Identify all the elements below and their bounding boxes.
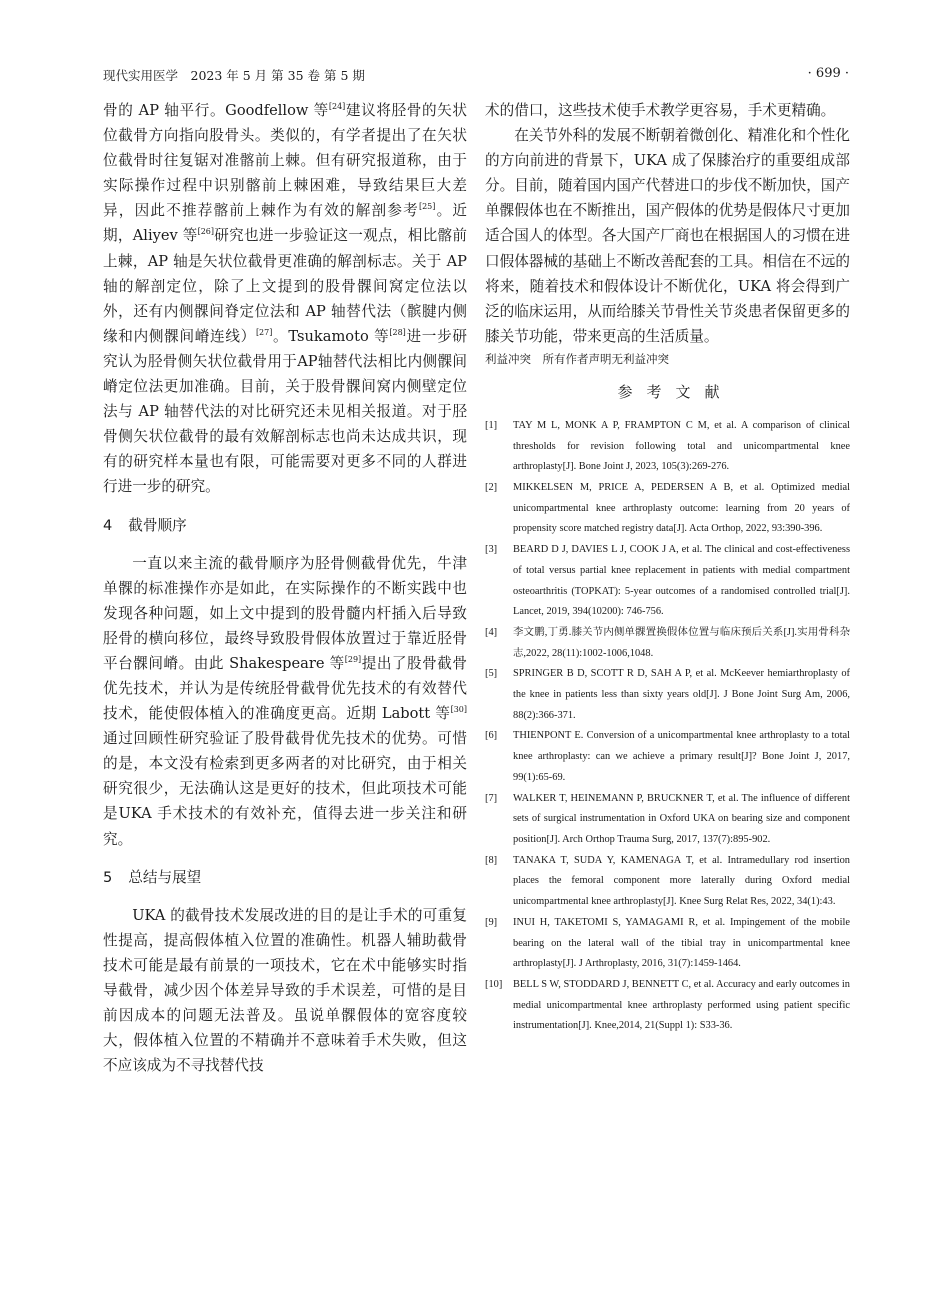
reference-text: TAY M L, MONK A P, FRAMPTON C M, et al. A comparison of clinical thresholds for revision following total and unicompartmental knee arthroplasty[J]. Bone Joint J, 2023, 105(3):269-276. <box>513 419 850 473</box>
reference-number: [10] <box>485 978 503 990</box>
text-span: 通过回顾性研究验证了股骨截骨优先技术的优势。可惜的是，本文没有检索到更多两者的对比研究，由于相关研究很少，无法确认这是更好的技术，但此项技术可能是UKA 手术技术的有效补充，值得去进一步关注和研究。 <box>103 730 467 848</box>
reference-number: [5] <box>485 668 498 680</box>
section-title: 总结与展望 <box>128 868 202 886</box>
reference-item <box>485 851 850 913</box>
reference-text: INUI H, TAKETOMI S, YAMAGAMI R, et al. Impingement of the mobile bearing on the lateral wall of the tibial tray in unicompartmental knee arthroplasty[J]. J Arthroplasty, 2016, 31(7):1459-1464. <box>513 916 850 970</box>
section-heading-5 <box>103 865 467 890</box>
reference-item <box>485 664 850 726</box>
reference-text: SPRINGER B D, SCOTT R D, SAH A P, et al. McKeever hemiarthroplasty of the knee in patients less than sixty years old[J]. J Bone Joint Surg Am, 2006, 88(2):366-371. <box>513 668 850 721</box>
citation-25: [25] <box>418 202 436 212</box>
citation-24: [24] <box>328 102 346 111</box>
reference-text: BELL S W, STODDARD J, BENNETT C, et al. Accuracy and early outcomes in medial unicompartmental knee arthroplasty performed using patient specific instrumentation[J]. Knee,2014, 21(Suppl 1): S33-36. <box>513 978 850 1032</box>
paragraph-sagittal-cut <box>103 98 467 500</box>
citation-28: [28] <box>389 327 406 337</box>
journal-info: 现代实用医学 2023 年 5 月 第 35 卷 第 5 期 <box>103 68 365 83</box>
section-number: 4 <box>103 516 113 534</box>
reference-item <box>485 478 850 540</box>
paragraph-outlook: 在关节外科的发展不断朝着微创化、精准化和个性化的方向前进的背景下，UKA 成了保膝治疗的重要组成部分。目前，随着国内国产代替进口的步伐不断加快，国产单髁假体也在不断推出，国产假体的优势是假体尺寸更加适合国人的体型。各大国产厂商也在根据国人的习惯在进口假体器械的基础上不断改善配套的工具。相信在不远的将来，随着技术和假体设计不断优化，UKA 将会得到广泛的临床运用，从而给膝关节骨性关节炎患者保留更多的膝关节功能，带来更高的生活质量。 <box>485 127 850 345</box>
reference-item <box>485 975 850 1037</box>
paragraph-summary: UKA 的截骨技术发展改进的目的是让手术的可重复性提高，提高假体植入位置的准确性。机器人辅助截骨技术可能是最有前景的一项技术，它在术中能够实时指导截骨，减少因个体差异导致的手术误差，可惜的是目前因成本的问题无法普及。虽说单髁假体的宽容度较大，假体植入位置的不精确并不意味着手术失败，但这不应该成为不寻找替代技 <box>103 906 467 1075</box>
references-title: 参考文献 <box>617 382 734 401</box>
reference-number: [6] <box>485 730 498 742</box>
reference-list <box>485 416 850 1037</box>
reference-item <box>485 540 850 623</box>
section-number: 5 <box>103 868 113 886</box>
reference-text: THIENPONT E. Conversion of a unicompartmental knee arthroplasty to a total knee arthroplasty: can we achieve a primary result[J]? Bone Joint J, 2017, 99(1):65-69. <box>513 730 850 783</box>
reference-text: TANAKA T, SUDA Y, KAMENAGA T, et al. Intramedullary rod insertion places the femoral component more laterally during Oxford medial unicompartmental knee arthroplasty[J]. Knee Surg Relat Res, 2022, 34(1):43. <box>513 854 850 908</box>
reference-number: [1] <box>485 419 498 431</box>
text-span: 骨的 AP 轴平行。Goodfellow 等 <box>103 102 329 119</box>
paragraph-summary-continued: 术的借口，这些技术使手术教学更容易，手术更精确。 <box>485 102 836 119</box>
citation-29: [29] <box>344 654 362 664</box>
reference-item <box>485 416 850 478</box>
reference-item <box>485 789 850 851</box>
reference-number: [7] <box>485 792 498 804</box>
reference-text: BEARD D J, DAVIES L J, COOK J A, et al. The clinical and cost-effectiveness of total versus partial knee replacement in patients with medial compartment osteoarthritis (TOPKAT): 5-year outcomes of a randomised controlled trial[J]. Lancet, 2019, 394(10200): 746-756. <box>513 544 850 618</box>
reference-number: [2] <box>485 482 498 494</box>
reference-item <box>485 913 850 975</box>
right-column <box>485 98 850 1037</box>
text-span: 一直以来主流的截骨顺序为胫骨侧截骨优先，牛津单髁的标准操作亦是如此，在实际操作的不断实践中也发现各种问题，如上文中提到的股骨髓内杆插入后导致胫骨的横向移位，最终导致股骨假体放置过于靠近胫骨平台髁间嵴。由此 Shakespeare 等 <box>103 554 467 672</box>
reference-number: [3] <box>485 544 498 556</box>
text-span: 研究也进一步验证这一观点，相比髂前上棘，AP 轴是矢状位截骨更准确的解剖标志。关于 AP 轴的解剖定位，除了上文提到的股骨髁间窝定位法以外，还有内侧髁间脊定位法和 AP 轴替代法（髌腱内侧缘和内侧髁间嵴连线） <box>103 227 467 345</box>
section-title: 截骨顺序 <box>128 516 187 534</box>
reference-text: MIKKELSEN M, PRICE A, PEDERSEN A B, et al. Optimized medial unicompartmental knee arthroplasty outcome: learning from 20 years of propensity score matched registry data[J]. Acta Orthop, 2022, 93:390-396. <box>513 482 850 535</box>
reference-number: [9] <box>485 916 498 928</box>
reference-item <box>485 726 850 788</box>
citation-27: [27] <box>255 327 273 337</box>
paragraph-cut-order <box>103 551 467 852</box>
reference-text: WALKER T, HEINEMANN P, BRUCKNER T, et al. The influence of different sets of surgical instrumentation in Oxford UKA on bearing size and component position[J]. Arch Orthop Trauma Surg, 2017, 137(7):895-902. <box>513 792 850 845</box>
reference-number: [8] <box>485 854 498 866</box>
citation-26: [26] <box>197 227 214 237</box>
citation-30: [30] <box>450 705 467 715</box>
section-heading-4 <box>103 513 467 538</box>
reference-item <box>485 623 850 664</box>
running-header <box>103 66 849 86</box>
text-span: 。Tsukamoto 等 <box>272 327 390 345</box>
left-column <box>103 98 467 1078</box>
page-number: · 699 · <box>807 66 849 81</box>
text-span: 建议将胫骨的矢状位截骨方向指向股骨头。类似的，有学者提出了在矢状位截骨时往复锯对准髂前上棘。但有研究报道称，由于实际操作过程中识别髂前上棘困难，导致结果巨大差异，因此不推荐髂前上棘作为有效的解剖参考 <box>103 102 467 220</box>
text-span: 。近期，Aliyev 等 <box>103 202 467 245</box>
conflict-of-interest: 利益冲突 所有作者声明无利益冲突 <box>485 351 669 366</box>
reference-number: [4] <box>485 626 498 638</box>
reference-text: 李文鹏,丁勇.膝关节内侧单髁置换假体位置与临床预后关系[J].实用骨科杂志,2022, 28(11):1002-1006,1048. <box>513 626 850 659</box>
text-span: 进一步研究认为胫骨侧矢状位截骨用于AP轴替代法相比内侧髁间嵴定位法更加准确。目前，关于股骨髁间窝内侧壁定位法与 AP 轴替代法的对比研究还未见相关报道。对于胫骨侧矢状位截骨的最有效解剖标志也尚未达成共识，现有的研究样本量也有限，可能需要对更多不同的人群进行进一步的研究。 <box>103 327 467 496</box>
text-span: 提出了股骨截骨优先技术，并认为是传统胫骨截骨优先技术的有效替代技术，能使假体植入的准确度更高。近期 Labott 等 <box>103 654 467 723</box>
